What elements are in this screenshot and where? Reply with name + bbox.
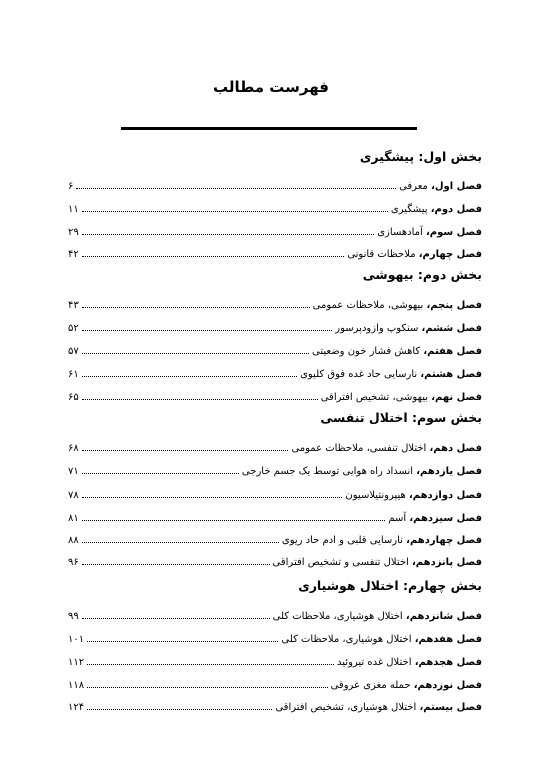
chapter-topic: بیهوشی، تشخیص افتراقی	[320, 392, 432, 403]
entry-label	[312, 346, 482, 357]
page-number: ۴۲	[68, 249, 79, 260]
page-number: ۱۲۴	[68, 702, 85, 713]
chapter-topic: اختلال تنفسی، ملاحظات عمومی	[291, 443, 430, 454]
entry-label	[282, 535, 482, 546]
part-heading: بخش چهارم: اختلال هوشیاری	[298, 578, 482, 593]
toc-entry[interactable]	[68, 244, 482, 260]
toc-entry[interactable]	[68, 295, 482, 311]
dot-leader	[82, 329, 333, 331]
page-number: ۵۷	[68, 346, 79, 357]
toc-entry[interactable]	[68, 461, 482, 477]
entry-label	[399, 181, 482, 192]
dot-leader	[82, 617, 270, 619]
entry-label	[321, 392, 482, 403]
page-number: ۸۸	[68, 535, 79, 546]
entry-label	[291, 443, 482, 454]
toc-entry[interactable]	[68, 341, 482, 357]
chapter-number: فصل چهاردهم،	[406, 535, 482, 546]
dot-leader	[87, 640, 278, 642]
dot-leader	[87, 708, 272, 710]
page-title: فهرست مطالب	[213, 78, 329, 96]
dot-leader	[82, 398, 318, 400]
page-number: ۱۱۲	[68, 657, 85, 668]
toc-entry[interactable]	[68, 606, 482, 622]
chapter-number: فصل سیزدهم،	[409, 513, 482, 524]
entry-label	[377, 227, 482, 238]
chapter-number: فصل هجدهم،	[414, 657, 482, 668]
chapter-topic: هیپرونتیلاسیون	[345, 490, 409, 501]
entry-label	[391, 204, 482, 215]
chapter-number: فصل دهم،	[429, 443, 482, 454]
dot-leader	[87, 686, 327, 688]
chapter-number: فصل سوم،	[425, 227, 482, 238]
chapter-topic: پیشگیری	[390, 204, 431, 215]
chapter-number: فصل شانزدهم،	[405, 611, 482, 622]
page-number: ۴۳	[68, 300, 79, 311]
toc-entry[interactable]	[68, 629, 482, 645]
chapter-topic: بیهوشی، ملاحظات عمومی	[312, 300, 427, 311]
toc-entry[interactable]	[68, 508, 482, 524]
chapter-number: فصل یازدهم،	[416, 466, 482, 477]
chapter-topic: حمله مغزی عروقی	[330, 680, 414, 691]
chapter-number: فصل دوازدهم،	[408, 490, 482, 501]
toc-entry[interactable]	[68, 485, 482, 501]
dot-leader	[82, 563, 270, 565]
chapter-topic: ملاحظات قانونی	[347, 249, 419, 260]
entry-label	[281, 634, 482, 645]
chapter-number: فصل هشتم،	[420, 369, 482, 380]
dot-leader	[82, 472, 239, 474]
chapter-number: فصل اول،	[431, 181, 482, 192]
entry-label	[300, 369, 482, 380]
chapter-number: فصل نوزدهم،	[413, 680, 482, 691]
dot-leader	[82, 541, 279, 543]
toc-entry[interactable]	[68, 530, 482, 546]
entry-label	[273, 611, 482, 622]
chapter-number: فصل دوم،	[430, 204, 482, 215]
page-number: ۱۰۱	[68, 634, 85, 645]
chapter-topic: نارسایی قلبی و ادم حاد ریوی	[281, 535, 407, 546]
dot-leader	[82, 255, 345, 257]
page-number: ۷۱	[68, 466, 79, 477]
chapter-topic: سنکوپ وازودپرسور	[335, 323, 422, 334]
chapter-number: فصل بیستم،	[419, 702, 482, 713]
dot-leader	[82, 496, 343, 498]
toc-entry[interactable]	[68, 222, 482, 238]
dot-leader	[82, 210, 388, 212]
chapter-topic: آسم	[388, 513, 410, 524]
toc-entry[interactable]	[68, 199, 482, 215]
toc-entry[interactable]	[68, 387, 482, 403]
entry-label	[337, 657, 482, 668]
page-number: ۶۸	[68, 443, 79, 454]
entry-label	[345, 490, 482, 501]
chapter-topic: کاهش فشار خون وضعیتی	[312, 346, 424, 357]
title-divider	[121, 127, 417, 130]
toc-entry[interactable]	[68, 438, 482, 454]
toc-entry[interactable]	[68, 364, 482, 380]
dot-leader	[82, 519, 386, 521]
dot-leader	[82, 306, 310, 308]
page-number: ۶۱	[68, 369, 79, 380]
entry-label	[388, 513, 482, 524]
chapter-topic: آمادهسازی	[377, 227, 426, 238]
chapter-number: فصل نهم،	[431, 392, 482, 403]
chapter-topic: اختلال غده تیروئید	[337, 657, 415, 668]
chapter-number: فصل چهارم،	[418, 249, 482, 260]
entry-label	[331, 680, 482, 691]
chapter-topic: اختلال تنفسی و تشخیص افتراقی	[272, 557, 412, 568]
entry-label	[347, 249, 482, 260]
dot-leader	[76, 187, 396, 189]
toc-entry[interactable]	[68, 652, 482, 668]
dot-leader	[82, 352, 309, 354]
chapter-number: فصل هفتم،	[423, 346, 482, 357]
chapter-topic: نارسایی حاد غده فوق کلیوی	[300, 369, 421, 380]
toc-entry[interactable]	[68, 318, 482, 334]
page-number: ۷۸	[68, 490, 79, 501]
chapter-number: فصل پانزدهم،	[412, 557, 482, 568]
entry-label	[335, 323, 482, 334]
toc-entry[interactable]	[68, 552, 482, 568]
entry-label	[313, 300, 482, 311]
page-number: ۵۲	[68, 323, 79, 334]
page-number: ۹۹	[68, 611, 79, 622]
page-number: ۱۱	[68, 204, 79, 215]
dot-leader	[82, 375, 297, 377]
toc-entry[interactable]	[68, 176, 482, 192]
page-number: ۹۶	[68, 557, 79, 568]
entry-label	[242, 466, 482, 477]
chapter-topic: اختلال هوشیاری، تشخیص افتراقی	[275, 702, 420, 713]
chapter-topic: معرفی	[399, 181, 432, 192]
toc-entry[interactable]	[68, 697, 482, 713]
chapter-topic: اختلال هوشیاری، ملاحظات کلی	[281, 634, 415, 645]
chapter-number: فصل هفدهم،	[414, 634, 482, 645]
part-heading: بخش اول: پیشگیری	[359, 149, 482, 164]
entry-label	[273, 557, 482, 568]
page-number: ۶	[68, 181, 74, 192]
entry-label	[275, 702, 482, 713]
dot-leader	[82, 233, 374, 235]
part-heading: بخش دوم: بیهوشی	[362, 267, 482, 282]
chapter-topic: اختلال هوشیاری، ملاحظات کلی	[272, 611, 406, 622]
part-heading: بخش سوم: اختلال تنفسی	[320, 410, 482, 425]
page-number: ۶۵	[68, 392, 79, 403]
chapter-topic: انسداد راه هوایی توسط یک جسم خارجی	[241, 466, 417, 477]
chapter-number: فصل پنجم،	[426, 300, 482, 311]
page-number: ۲۹	[68, 227, 79, 238]
dot-leader	[82, 449, 289, 451]
dot-leader	[87, 663, 334, 665]
chapter-number: فصل ششم،	[421, 323, 482, 334]
page-number: ۱۱۸	[68, 680, 85, 691]
page-number: ۸۱	[68, 513, 79, 524]
toc-entry[interactable]	[68, 675, 482, 691]
